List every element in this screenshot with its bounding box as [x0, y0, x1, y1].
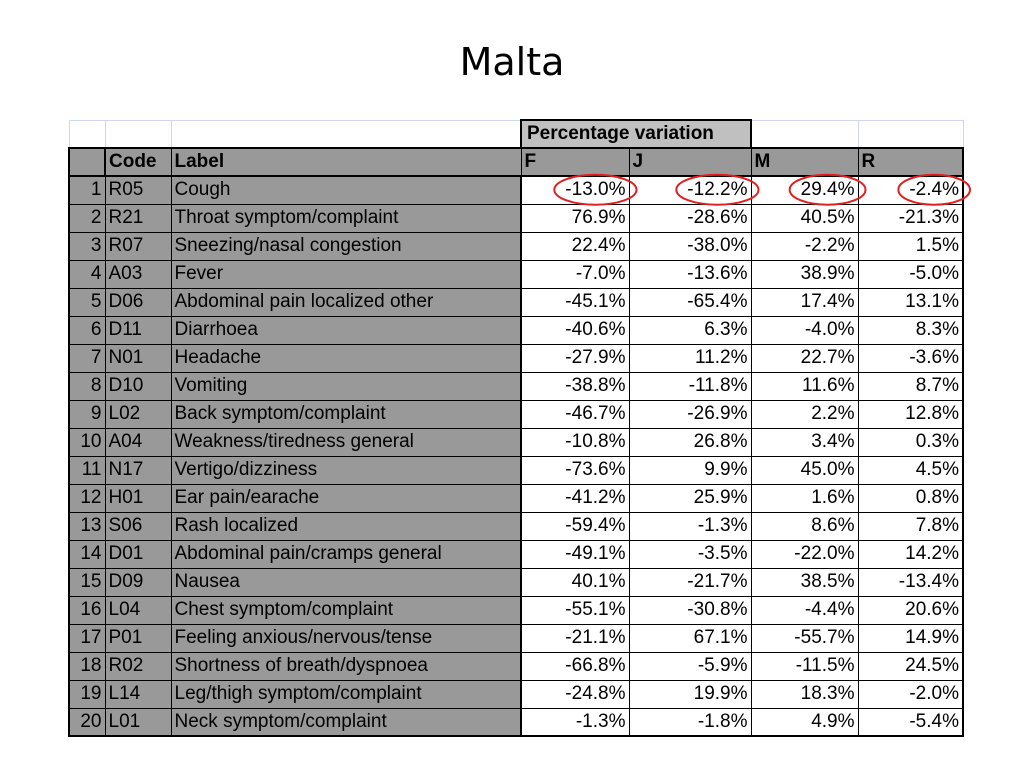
value-r: 20.6% [858, 596, 963, 624]
value-m: 8.6% [751, 512, 858, 540]
table-row [69, 232, 963, 260]
label-cell: Neck symptom/complaint [171, 708, 521, 736]
code-cell: A04 [105, 428, 171, 456]
value-r: 13.1% [858, 288, 963, 316]
table-row [69, 344, 963, 372]
value-m: 3.4% [751, 428, 858, 456]
column-header-code: Code [105, 148, 171, 176]
table-row [69, 512, 963, 540]
value-j: -26.9% [629, 400, 751, 428]
label-cell: Diarrhoea [171, 316, 521, 344]
code-cell: D01 [105, 540, 171, 568]
table-row [69, 316, 963, 344]
value-r: 1.5% [858, 232, 963, 260]
value-f: -13.0% [521, 176, 629, 204]
value-j: -38.0% [629, 232, 751, 260]
value-m: -55.7% [751, 624, 858, 652]
code-cell: D11 [105, 316, 171, 344]
label-cell: Abdominal pain/cramps general [171, 540, 521, 568]
table-row [69, 708, 963, 736]
value-f: -7.0% [521, 260, 629, 288]
code-cell: S06 [105, 512, 171, 540]
table-row [69, 260, 963, 288]
value-j: -21.7% [629, 568, 751, 596]
row-number: 2 [69, 204, 105, 232]
column-header-m: M [751, 148, 858, 176]
row-number: 15 [69, 568, 105, 596]
group-header-percentage-variation: Percentage variation [521, 120, 751, 148]
value-r: 14.2% [858, 540, 963, 568]
row-number: 1 [69, 176, 105, 204]
row-number: 12 [69, 484, 105, 512]
value-f: -40.6% [521, 316, 629, 344]
table-row [69, 372, 963, 400]
table-row [69, 456, 963, 484]
value-m: 22.7% [751, 344, 858, 372]
group-header-row [69, 120, 963, 148]
value-r: 0.3% [858, 428, 963, 456]
table-row [69, 596, 963, 624]
value-j: -11.8% [629, 372, 751, 400]
row-number: 8 [69, 372, 105, 400]
value-m: 18.3% [751, 680, 858, 708]
row-number: 5 [69, 288, 105, 316]
label-cell: Fever [171, 260, 521, 288]
value-f: 22.4% [521, 232, 629, 260]
value-j: 6.3% [629, 316, 751, 344]
table-row [69, 204, 963, 232]
percentage-variation-table [68, 119, 964, 737]
table-row [69, 680, 963, 708]
value-f: -66.8% [521, 652, 629, 680]
value-j: 26.8% [629, 428, 751, 456]
row-number: 10 [69, 428, 105, 456]
value-m: 4.9% [751, 708, 858, 736]
value-m: 17.4% [751, 288, 858, 316]
code-cell: R05 [105, 176, 171, 204]
value-m: -2.2% [751, 232, 858, 260]
code-cell: L01 [105, 708, 171, 736]
value-j: -1.8% [629, 708, 751, 736]
value-r: 0.8% [858, 484, 963, 512]
value-j: -65.4% [629, 288, 751, 316]
row-number: 11 [69, 456, 105, 484]
value-f: -49.1% [521, 540, 629, 568]
table-row [69, 568, 963, 596]
value-r: 8.7% [858, 372, 963, 400]
label-cell: Cough [171, 176, 521, 204]
code-cell: P01 [105, 624, 171, 652]
label-cell: Headache [171, 344, 521, 372]
code-cell: R07 [105, 232, 171, 260]
page-title: Malta [459, 40, 565, 84]
label-cell: Leg/thigh symptom/complaint [171, 680, 521, 708]
value-r: 14.9% [858, 624, 963, 652]
value-j: 19.9% [629, 680, 751, 708]
value-m: 40.5% [751, 204, 858, 232]
value-m: 45.0% [751, 456, 858, 484]
table-row [69, 176, 963, 204]
value-f: -27.9% [521, 344, 629, 372]
label-cell: Back symptom/complaint [171, 400, 521, 428]
value-m: 11.6% [751, 372, 858, 400]
value-f: -38.8% [521, 372, 629, 400]
label-cell: Vertigo/dizziness [171, 456, 521, 484]
table-row [69, 624, 963, 652]
table-row [69, 428, 963, 456]
blank-cell [171, 120, 521, 148]
value-f: 76.9% [521, 204, 629, 232]
value-r: -21.3% [858, 204, 963, 232]
label-cell: Feeling anxious/nervous/tense [171, 624, 521, 652]
label-cell: Abdominal pain localized other [171, 288, 521, 316]
code-cell: D09 [105, 568, 171, 596]
value-f: -10.8% [521, 428, 629, 456]
row-number: 17 [69, 624, 105, 652]
value-m: -4.0% [751, 316, 858, 344]
row-number: 7 [69, 344, 105, 372]
value-j: -1.3% [629, 512, 751, 540]
label-cell: Weakness/tiredness general [171, 428, 521, 456]
code-cell: A03 [105, 260, 171, 288]
column-header-row [69, 148, 963, 176]
row-number: 16 [69, 596, 105, 624]
table-row [69, 484, 963, 512]
value-r: -13.4% [858, 568, 963, 596]
value-f: -46.7% [521, 400, 629, 428]
value-r: -5.0% [858, 260, 963, 288]
blank-cell [69, 120, 105, 148]
blank-cell [751, 120, 858, 148]
row-number: 3 [69, 232, 105, 260]
value-f: -41.2% [521, 484, 629, 512]
value-j: -13.6% [629, 260, 751, 288]
value-f: -55.1% [521, 596, 629, 624]
label-cell: Rash localized [171, 512, 521, 540]
code-cell: H01 [105, 484, 171, 512]
row-number: 19 [69, 680, 105, 708]
value-j: -12.2% [629, 176, 751, 204]
value-r: 7.8% [858, 512, 963, 540]
value-j: 25.9% [629, 484, 751, 512]
code-cell: N17 [105, 456, 171, 484]
blank-cell [858, 120, 963, 148]
value-r: -2.0% [858, 680, 963, 708]
data-table-container [68, 119, 964, 737]
value-r: -2.4% [858, 176, 963, 204]
column-header-number [69, 148, 105, 176]
code-cell: L04 [105, 596, 171, 624]
value-f: -21.1% [521, 624, 629, 652]
value-f: -45.1% [521, 288, 629, 316]
row-number: 13 [69, 512, 105, 540]
label-cell: Sneezing/nasal congestion [171, 232, 521, 260]
value-f: 40.1% [521, 568, 629, 596]
value-j: -3.5% [629, 540, 751, 568]
value-j: -28.6% [629, 204, 751, 232]
label-cell: Vomiting [171, 372, 521, 400]
table-row [69, 540, 963, 568]
row-number: 4 [69, 260, 105, 288]
value-j: 11.2% [629, 344, 751, 372]
column-header-r: R [858, 148, 963, 176]
value-m: 1.6% [751, 484, 858, 512]
value-r: -3.6% [858, 344, 963, 372]
label-cell: Nausea [171, 568, 521, 596]
value-j: -5.9% [629, 652, 751, 680]
row-number: 14 [69, 540, 105, 568]
row-number: 20 [69, 708, 105, 736]
column-header-label: Label [171, 148, 521, 176]
value-r: 12.8% [858, 400, 963, 428]
code-cell: R21 [105, 204, 171, 232]
value-m: 29.4% [751, 176, 858, 204]
value-j: -30.8% [629, 596, 751, 624]
value-f: -59.4% [521, 512, 629, 540]
code-cell: D10 [105, 372, 171, 400]
column-header-j: J [629, 148, 751, 176]
value-r: -5.4% [858, 708, 963, 736]
value-r: 24.5% [858, 652, 963, 680]
value-f: -24.8% [521, 680, 629, 708]
code-cell: R02 [105, 652, 171, 680]
value-j: 67.1% [629, 624, 751, 652]
value-f: -1.3% [521, 708, 629, 736]
row-number: 9 [69, 400, 105, 428]
code-cell: L02 [105, 400, 171, 428]
value-m: 38.9% [751, 260, 858, 288]
label-cell: Throat symptom/complaint [171, 204, 521, 232]
value-j: 9.9% [629, 456, 751, 484]
value-f: -73.6% [521, 456, 629, 484]
label-cell: Ear pain/earache [171, 484, 521, 512]
table-row [69, 652, 963, 680]
row-number: 18 [69, 652, 105, 680]
label-cell: Shortness of breath/dyspnoea [171, 652, 521, 680]
code-cell: N01 [105, 344, 171, 372]
value-r: 4.5% [858, 456, 963, 484]
value-m: 2.2% [751, 400, 858, 428]
value-r: 8.3% [858, 316, 963, 344]
code-cell: L14 [105, 680, 171, 708]
row-number: 6 [69, 316, 105, 344]
table-row [69, 288, 963, 316]
value-m: 38.5% [751, 568, 858, 596]
label-cell: Chest symptom/complaint [171, 596, 521, 624]
blank-cell [105, 120, 171, 148]
value-m: -4.4% [751, 596, 858, 624]
value-m: -22.0% [751, 540, 858, 568]
value-m: -11.5% [751, 652, 858, 680]
code-cell: D06 [105, 288, 171, 316]
table-row [69, 400, 963, 428]
column-header-f: F [521, 148, 629, 176]
